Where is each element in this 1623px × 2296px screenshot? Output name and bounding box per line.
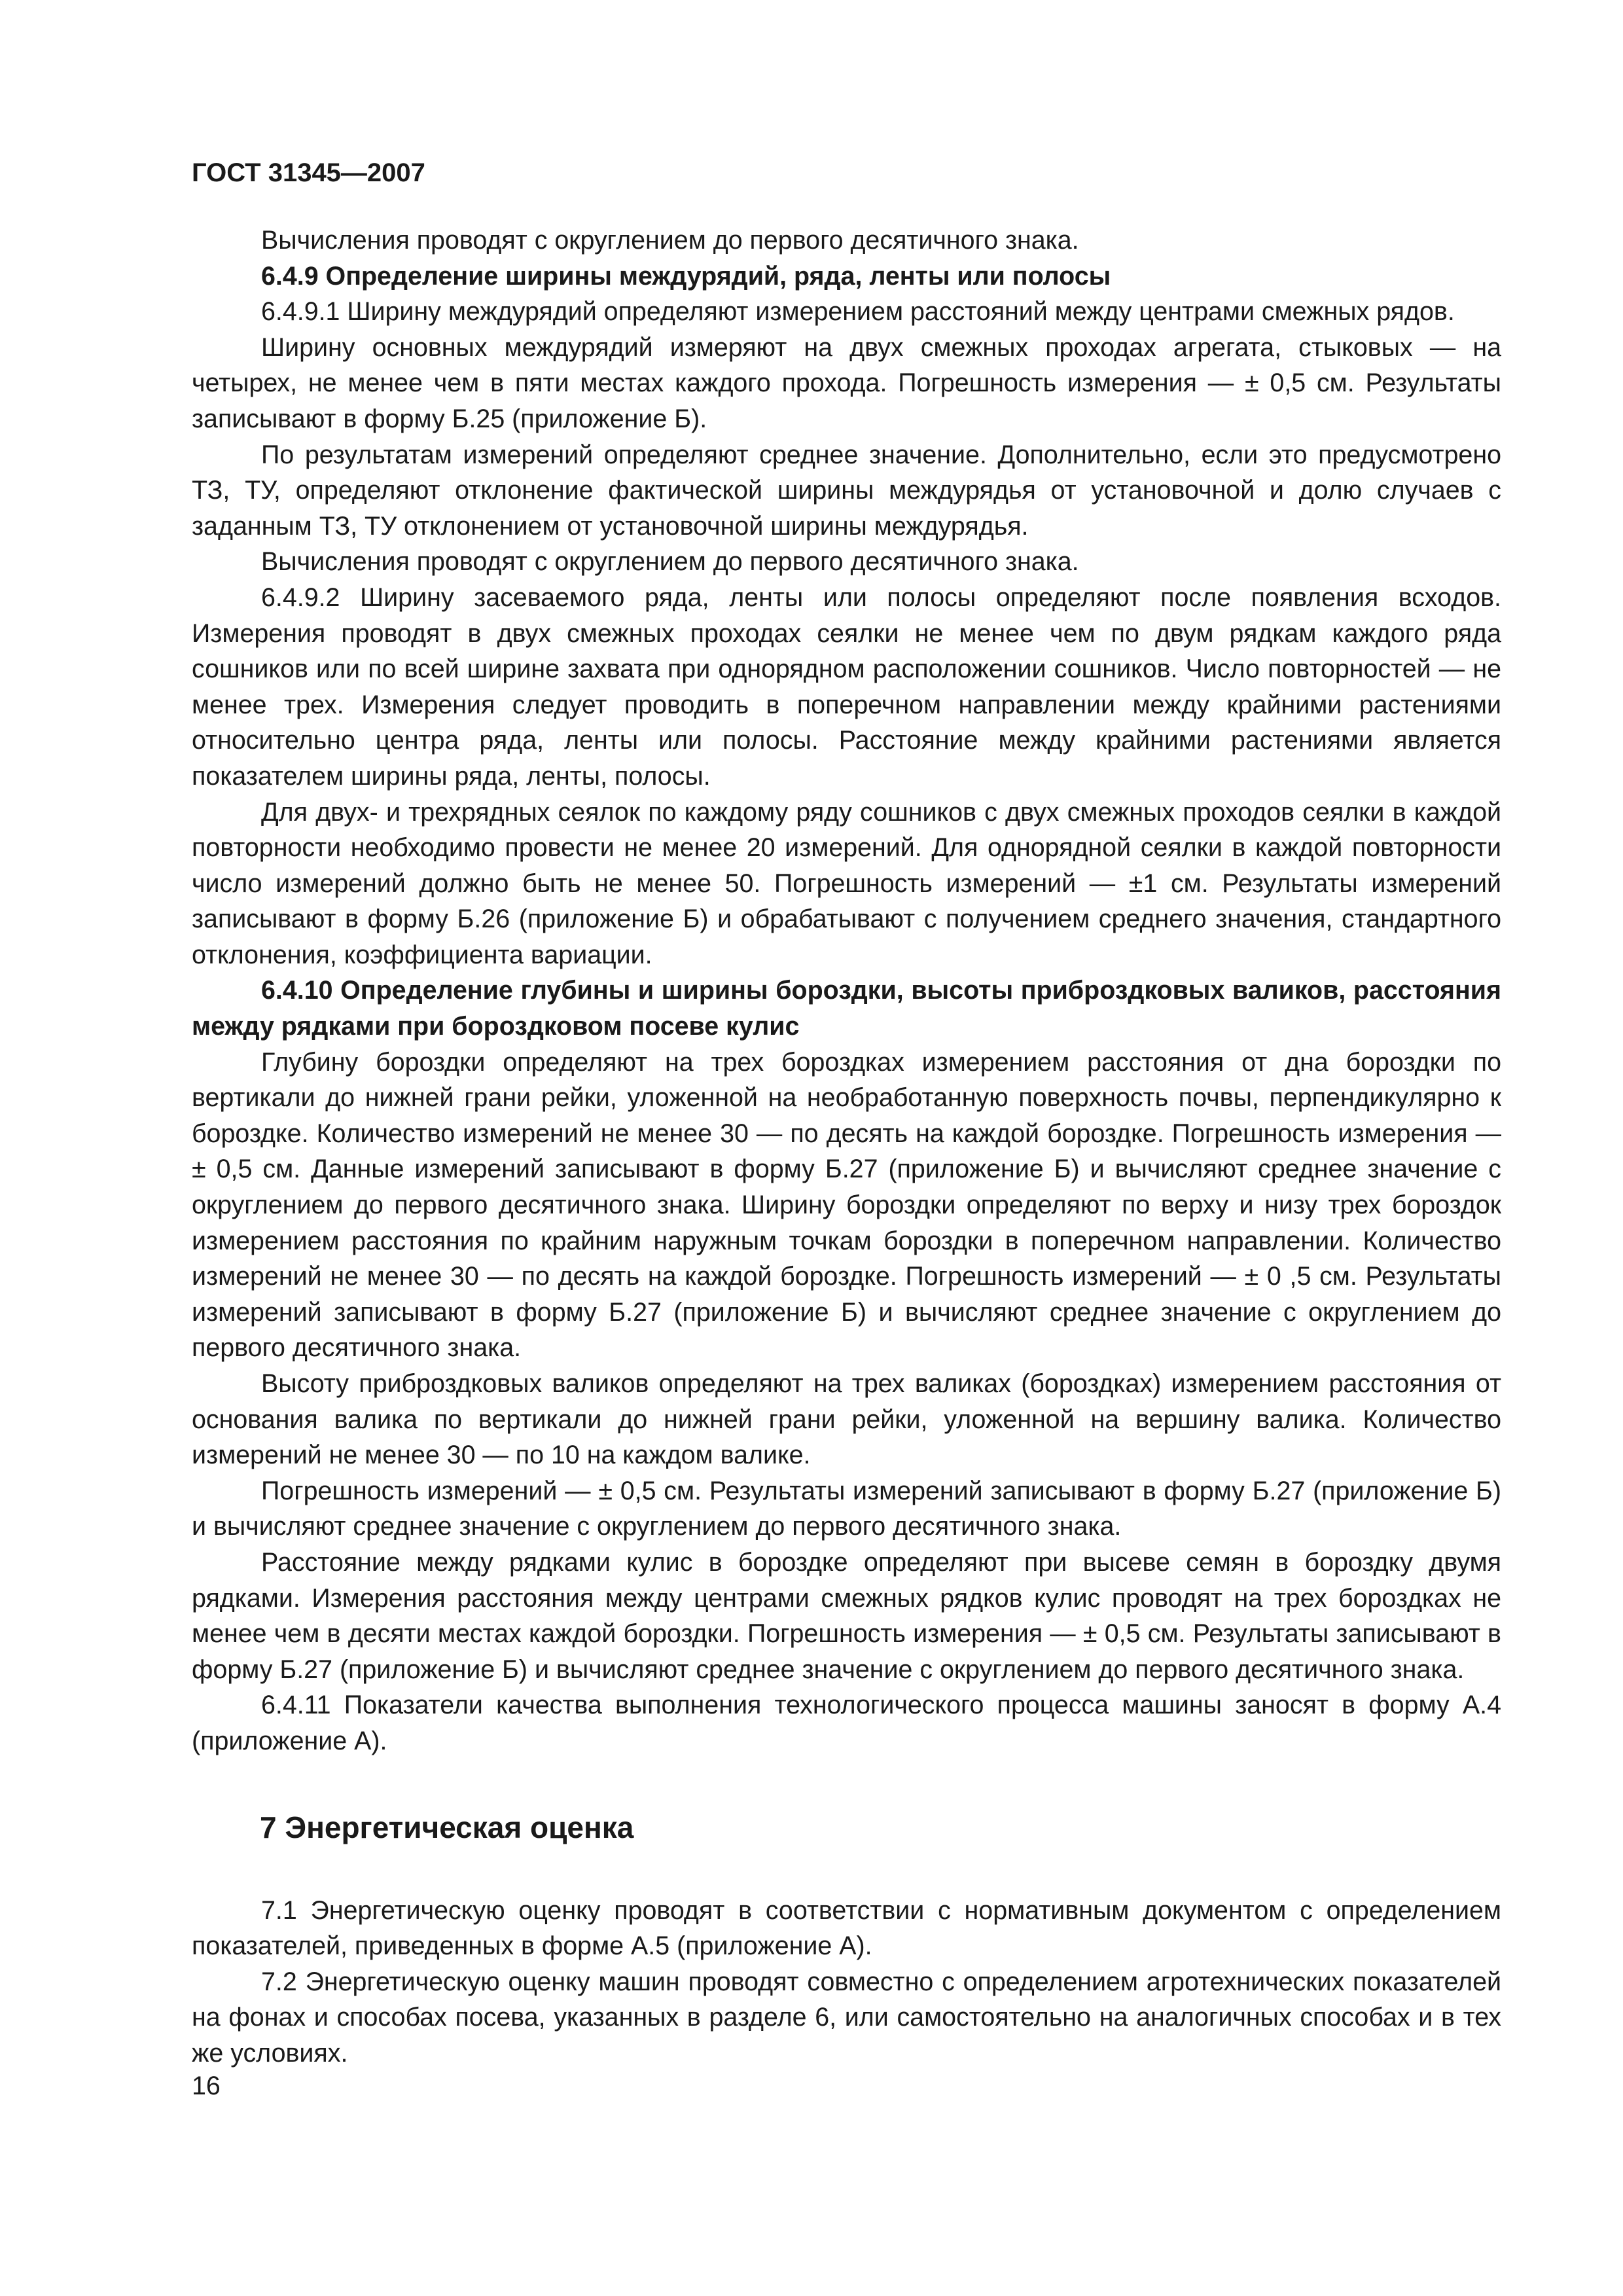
body-text-section-6 <box>192 223 1501 1759</box>
standard-designation: ГОСТ 31345—2007 <box>192 158 425 187</box>
paragraph: Для двух- и трехрядных сеялок по каждому ряду сошников с двух смежных проходов сеялки в каждой повторности необходимо провести не менее 20 измерений. Для однорядной сеялки в каждой повторности число измерений должно быть не менее 50. Погрешность измерений — ±1 см. Результаты измерений записывают в форму Б.26 (приложение Б) и обрабатывают с получением среднего значения, стандартного отклонения, коэффициента вариации. <box>192 797 1501 969</box>
body-text-section-7 <box>192 1893 1501 2072</box>
paragraph: По результатам измерений определяют среднее значение. Дополнительно, если это предусмотрено ТЗ, ТУ, определяют отклонение фактической ширины междурядья от установочной и долю случаев с заданным ТЗ, ТУ отклонением от установочной ширины междурядья. <box>192 440 1501 541</box>
paragraph: 6.4.11 Показатели качества выполнения технологического процесса машины заносят в форму А.4 (приложение А). <box>192 1691 1501 1755</box>
subsection-heading-6-4-10: 6.4.10 Определение глубины и ширины бороздки, высоты приброздковых валиков, расстояния между рядками при бороздковом посеве кулис <box>192 976 1501 1041</box>
paragraph: Ширину основных междурядий измеряют на двух смежных проходах агрегата, стыковых — на четырех, не менее чем в пяти местах каждого прохода. Погрешность измерения — ± 0,5 см. Результаты записывают в форму Б.25 (приложение Б). <box>192 332 1501 433</box>
subsection-heading-6-4-9: 6.4.9 Определение ширины междурядий, ряда, ленты или полосы <box>261 261 1111 291</box>
paragraph: 7.2 Энергетическую оценку машин проводят совместно с определением агротехнических показателей на фонах и способах посева, указанных в разделе 6, или самостоятельно на аналогичных способах и в тех же условиях. <box>192 1967 1501 2068</box>
paragraph: Вычисления проводят с округлением до первого десятичного знака. <box>261 547 1079 577</box>
paragraph: Расстояние между рядками кулис в бороздке определяют при высеве семян в бороздку двумя рядками. Измерения расстояния между центрами смежных рядков кулис проводят на трех бороздках не менее чем в десяти местах каждой бороздки. Погрешность измерения — ± 0,5 см. Результаты записывают в форму Б.27 (приложение Б) и вычисляют среднее значение с округлением до первого десятичного знака. <box>192 1547 1501 1684</box>
paragraph: 6.4.9.1 Ширину междурядий определяют измерением расстояний между центрами смежных рядов. <box>261 297 1455 327</box>
paragraph: Вычисления проводят с округлением до первого десятичного знака. <box>261 226 1079 255</box>
paragraph: Погрешность измерений — ± 0,5 см. Результаты измерений записывают в форму Б.27 (приложение Б) и вычисляют среднее значение с округлением до первого десятичного знака. <box>192 1476 1501 1541</box>
paragraph: Глубину бороздки определяют на трех бороздках измерением расстояния от дна бороздки по вертикали до нижней грани рейки, уложенной на необработанную поверхность почвы, перпендикулярно к бороздке. Количество измерений не менее 30 — по десять на каждой бороздке. Погрешность измерения — ± 0,5 см. Данные измерений записывают в форму Б.27 (приложение Б) и вычисляют среднее значение с округлением до первого десятичного знака. Ширину бороздки определяют по верху и низу трех бороздок измерением расстояния по крайним наружным точкам бороздки в поперечном направлении. Количество измерений не менее 30 — по десять на каждой бороздке. Погрешность измерений — ± 0 ,5 см. Результаты измерений записывают в форму Б.27 (приложение Б) и вычисляют среднее значение с округлением до первого десятичного знака. <box>192 1047 1501 1363</box>
paragraph: 7.1 Энергетическую оценку проводят в соответствии с нормативным документом с определением показателей, приведенных в форме А.5 (приложение А). <box>192 1895 1501 1961</box>
page-number: 16 <box>192 2072 221 2100</box>
paragraph: 6.4.9.2 Ширину засеваемого ряда, ленты или полосы определяют после появления всходов. Измерения проводят в двух смежных проходах сеялки не менее чем по двум рядкам каждого ряда сошников или по всей ширине захвата при однорядном расположении сошников. Число повторностей — не менее трех. Измерения следует проводить в поперечном направлении между крайними растениями относительно центра ряда, ленты или полосы. Расстояние между крайними растениями является показателем ширины ряда, ленты, полосы. <box>192 583 1501 791</box>
paragraph: Высоту приброздковых валиков определяют на трех валиках (бороздках) измерением расстояния от основания валика по вертикали до нижней грани рейки, уложенной на вершину валика. Количество измерений не менее 30 — по 10 на каждом валике. <box>192 1369 1501 1470</box>
document-page <box>192 157 1501 2072</box>
section-heading-7: 7 Энергетическая оценка <box>260 1810 634 1844</box>
